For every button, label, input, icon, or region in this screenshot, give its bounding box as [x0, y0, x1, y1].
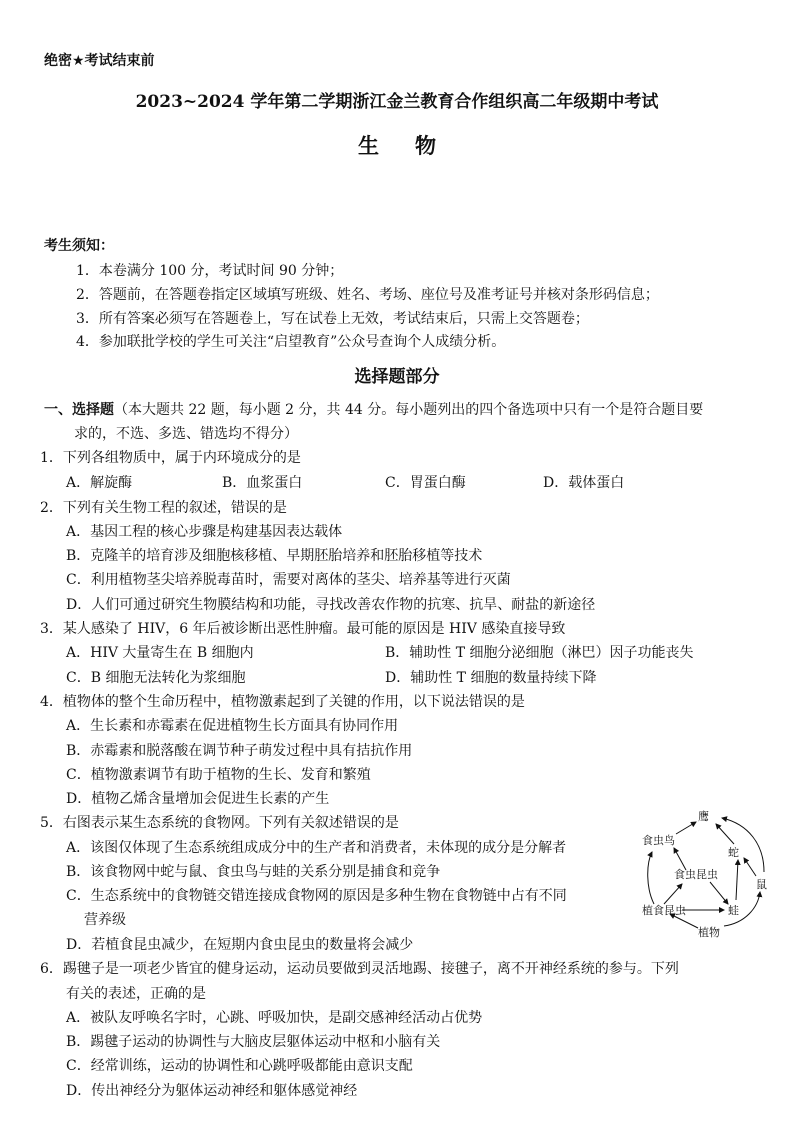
node-insectivorous-bird: 食虫鸟 — [642, 834, 675, 847]
option-d: D．人们可通过研究生物膜结构和功能，寻找改善农作物的抗寒、抗旱、耐盐的新途径 — [66, 597, 596, 613]
arrow-herbivore-to-insectivore-insect — [664, 884, 682, 904]
option-a: A．解旋酶 — [66, 475, 133, 491]
part-description-cont: 求的，不选、多选、错选均不得分） — [74, 426, 298, 442]
food-web-svg — [640, 808, 776, 938]
option-a: A．被队友呼唤名字时，心跳、呼吸加快，是副交感神经活动占优势 — [66, 1010, 483, 1026]
notice-item: 3．所有答案必须写在答题卷上，写在试卷上无效，考试结束后，只需上交答题卷； — [76, 311, 589, 327]
option-c: C．生态系统中的食物链交错连接成食物网的原因是多种生物在食物链中占有不同 — [66, 888, 567, 904]
node-mouse: 鼠 — [756, 878, 767, 891]
arrow-frog-to-snake — [736, 860, 738, 900]
question-stem: 3．某人感染了 HIV，6 年后被诊断出恶性肿瘤。最可能的原因是 HIV 感染直接导致 — [40, 621, 566, 637]
question-stem: 5．右图表示某生态系统的食物网。下列有关叙述错误的是 — [40, 815, 399, 831]
food-web-diagram — [640, 808, 776, 938]
node-plant: 植物 — [698, 926, 720, 938]
arrow-snake-to-eagle — [716, 824, 734, 844]
confidential-mark: 绝密★考试结束前 — [44, 53, 155, 69]
option-d: D．载体蛋白 — [543, 475, 625, 491]
question-stem: 6．踢毽子是一项老少皆宜的健身运动，运动员要做到灵活地踢、接毽子，离不开神经系统的参与。下列 — [40, 961, 679, 977]
notice-heading: 考生须知： — [44, 238, 114, 254]
option-c: C．B 细胞无法转化为浆细胞 — [66, 670, 246, 686]
arrow-herbivore-to-bird — [648, 852, 654, 904]
arrow-mouse-to-snake — [744, 858, 756, 876]
option-a: A．HIV 大量寄生在 B 细胞内 — [66, 645, 254, 661]
option-c: C．胃蛋白酶 — [385, 475, 466, 491]
arrow-insectivore-insect-to-frog — [710, 882, 728, 904]
part-label: 一、选择题 — [44, 402, 114, 418]
option-c-cont: 营养级 — [84, 912, 126, 928]
question-stem-cont: 有关的表述，正确的是 — [66, 986, 206, 1002]
subject-title: 生物 — [358, 133, 472, 158]
node-frog: 蛙 — [728, 904, 739, 917]
arrow-mouse-to-eagle — [722, 818, 764, 872]
option-c: C．植物激素调节有助于植物的生长、发育和繁殖 — [66, 767, 371, 783]
option-c: C．经常训练，运动的协调性和心跳呼吸都能由意识支配 — [66, 1058, 413, 1074]
section-title: 选择题部分 — [354, 367, 440, 387]
option-b: B．血浆蛋白 — [222, 475, 303, 491]
option-b: B．克隆羊的培育涉及细胞核移植、早期胚胎培养和胚胎移植等技术 — [66, 548, 483, 564]
node-insectivorous-insect: 食虫昆虫 — [674, 868, 718, 881]
option-a: A．该图仅体现了生态系统组成成分中的生产者和消费者，未体现的成分是分解者 — [66, 840, 567, 856]
option-c: C．利用植物茎尖培养脱毒苗时，需要对离体的茎尖、培养基等进行灭菌 — [66, 572, 511, 588]
notice-item: 2．答题前，在答题卷指定区域填写班级、姓名、考场、座位号及准考证号并核对条形码信息； — [76, 287, 659, 303]
node-eagle: 鹰 — [698, 810, 709, 823]
option-d: D．辅助性 T 细胞的数量持续下降 — [385, 670, 597, 686]
notice-item: 4．参加联批学校的学生可关注“启望教育”公众号查询个人成绩分析。 — [76, 334, 506, 350]
node-snake: 蛇 — [728, 846, 739, 859]
option-d: D．若植食昆虫减少，在短期内食虫昆虫的数量将会减少 — [66, 937, 414, 953]
option-a: A．基因工程的核心步骤是构建基因表达载体 — [66, 524, 343, 540]
option-d: D．植物乙烯含量增加会促进生长素的产生 — [66, 791, 330, 807]
option-d: D．传出神经分为躯体运动神经和躯体感觉神经 — [66, 1083, 358, 1099]
part-description: （本大题共 22 题，每小题 2 分，共 44 分。每小题列出的四个备选项中只有一个是符合题目要 — [114, 402, 704, 418]
part-heading — [44, 399, 703, 419]
arrow-insectivore-insect-to-bird — [674, 848, 686, 870]
question-stem: 1．下列各组物质中，属于内环境成分的是 — [40, 450, 301, 466]
arrow-bird-to-eagle — [676, 822, 696, 834]
node-herbivorous-insect: 植食昆虫 — [642, 904, 686, 917]
question-stem: 2．下列有关生物工程的叙述，错误的是 — [40, 500, 287, 516]
option-b: B．辅助性 T 细胞分泌细胞（淋巴）因子功能丧失 — [385, 645, 694, 661]
question-stem: 4．植物体的整个生命历程中，植物激素起到了关键的作用，以下说法错误的是 — [40, 694, 525, 710]
exam-title: 2023~2024 学年第二学期浙江金兰教育合作组织高二年级期中考试 — [135, 92, 659, 112]
notice-item: 1．本卷满分 100 分，考试时间 90 分钟； — [76, 263, 344, 279]
option-b: B．赤霉素和脱落酸在调节种子萌发过程中具有拮抗作用 — [66, 743, 413, 759]
option-b: B．踢毽子运动的协调性与大脑皮层躯体运动中枢和小脑有关 — [66, 1034, 441, 1050]
option-b: B．该食物网中蛇与鼠、食虫鸟与蛙的关系分别是捕食和竞争 — [66, 864, 441, 880]
option-a: A．生长素和赤霉素在促进植物生长方面具有协同作用 — [66, 718, 399, 734]
